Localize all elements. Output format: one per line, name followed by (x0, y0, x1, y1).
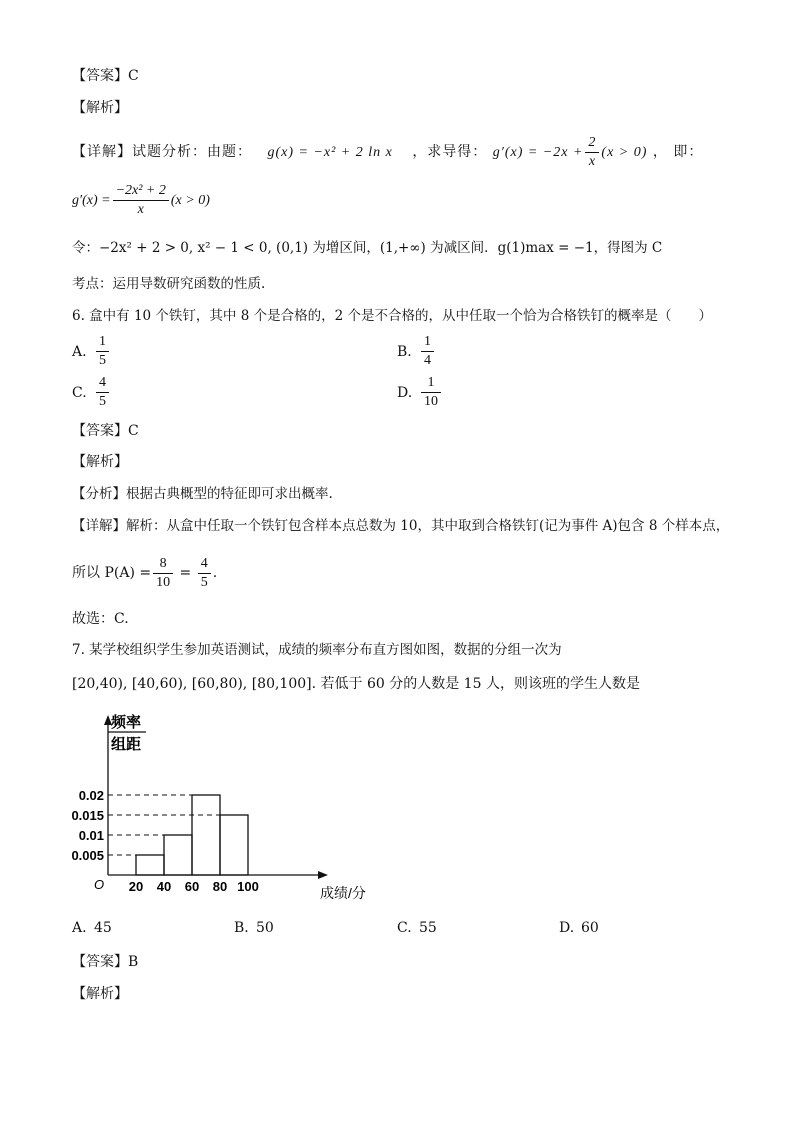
q6-choose: 故选：C. (72, 611, 129, 627)
q5-analysis-label: 【解析】 (72, 100, 128, 116)
q7-option-d[interactable]: D. 60 (559, 920, 599, 936)
q7-option-c[interactable]: C. 55 (397, 920, 437, 936)
q5-answer-value: C (128, 68, 139, 84)
origin-label: O (94, 877, 105, 892)
q6-analysis-label: 【解析】 (72, 454, 128, 470)
x-tick-label: 40 (156, 879, 172, 894)
detail-text: 试题分析：由题： (132, 144, 252, 160)
detail-label: 【详解】 (72, 144, 132, 160)
q6-detail: 【详解】解析：从盒中任取一个铁钉包含样本点总数为 10，其中取到合格铁钉(记为事件 A)包含 8 个样本点， (72, 518, 730, 534)
histogram-bar-2 (164, 835, 192, 875)
derive-text: ，求导得： (412, 144, 488, 160)
q7-option-a[interactable]: A. 45 (72, 920, 112, 936)
g-prime-a: g′(x) = −2x + (492, 145, 584, 160)
q6-fenxi: 【分析】根据古典概型的特征即可求出概率. (72, 486, 333, 502)
q6-probability: 所以 P(A) = $\frac{8}{10}$ = $\frac{4}{5}$ . (72, 555, 218, 590)
fraction-derivative: $\frac{\text{−2x² + 2}}{x}$ (113, 182, 169, 219)
q6-answer-value: C (128, 423, 139, 439)
y-label-top: 频率 (110, 714, 142, 731)
condition-b: (x > 0) (170, 193, 210, 208)
q6-option-c[interactable]: C. $\frac{4}{5}$ (72, 374, 111, 411)
q7-analysis-label: 【解析】 (72, 986, 128, 1002)
g-prime-b: g′(x) = (72, 193, 111, 208)
condition: (x > 0) (601, 145, 648, 160)
q6-option-b[interactable]: B. $\frac{1}{4}$ (397, 333, 436, 370)
q7-answer-value: B (128, 954, 139, 970)
x-ticks (129, 879, 259, 894)
q5-derivative (72, 180, 210, 221)
fraction-8-10: $\frac{8}{10}$ (153, 555, 173, 592)
histogram-bar-3 (192, 795, 220, 875)
q5-detail (72, 132, 703, 173)
histogram-bar-1 (136, 855, 164, 875)
y-label-bottom: 组距 (110, 736, 142, 753)
y-tick-label: 0.015 (71, 808, 104, 823)
y-tick-label: 0.005 (71, 848, 104, 863)
q6-option-d[interactable]: D. $\frac{1}{10}$ (397, 374, 443, 411)
q7-groups: [20,40), [40,60), [60,80), [80,100]. 若低于 60 分的人数是 15 人，则该班的学生人数是 (72, 676, 640, 692)
q5-answer (72, 66, 139, 86)
x-tick-label: 20 (128, 879, 144, 894)
q5-kaodian: 考点：运用导数研究函数的性质. (72, 276, 266, 292)
histogram-chart (68, 705, 408, 910)
x-axis-arrow (318, 871, 328, 879)
so-prefix: 所以 P(A) = (72, 565, 152, 581)
q7-option-b[interactable]: B. 50 (234, 920, 274, 936)
q7-stem: 7. 某学校组织学生参加英语测试，成绩的频率分布直方图如图，数据的分组一次为 (72, 642, 562, 658)
x-tick-label: 100 (237, 879, 259, 894)
x-tick-label: 80 (212, 879, 228, 894)
answer-label: 【答案】 (72, 68, 128, 84)
y-tick-label: 0.01 (78, 828, 104, 843)
x-tick-label: 60 (184, 879, 200, 894)
q5-let-line: 令：−2x² + 2 > 0, x² − 1 < 0, (0,1) 为增区间，(1,+∞) 为减区间．g(1)max = −1，得图为 C (72, 240, 663, 256)
so-text: ， 即： (652, 144, 704, 160)
histogram-bar-4 (220, 815, 248, 875)
g-definition: g(x) = −x² + 2 ln x (267, 145, 393, 160)
q7-answer: 【答案】B (72, 954, 139, 970)
q6-stem: 6. 盒中有 10 个铁钉，其中 8 个是合格的，2 个是不合格的，从中任取一个恰为合格铁钉的概率是（ ） (72, 308, 712, 324)
fraction-2-over-x: $\frac{2}{x}$ (585, 134, 599, 171)
x-axis-label: 成绩/分 (320, 885, 366, 901)
q6-option-a[interactable]: A. $\frac{1}{5}$ (72, 333, 111, 370)
bars (136, 795, 248, 875)
q6-answer: 【答案】C (72, 423, 139, 439)
y-tick-label: 0.02 (78, 788, 104, 803)
fraction-4-5: $\frac{4}{5}$ (198, 555, 211, 592)
y-ticks (71, 788, 104, 863)
